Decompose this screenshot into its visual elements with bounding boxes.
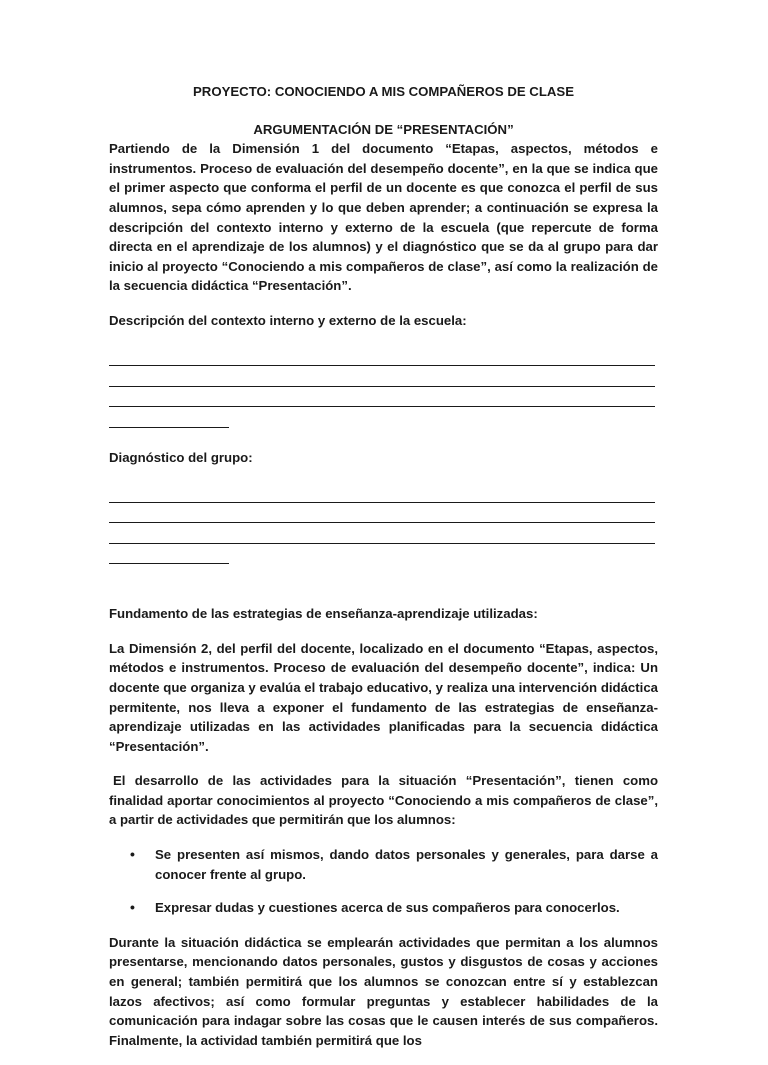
blank-line [109,482,655,503]
blank-lines-context [109,346,658,428]
blank-line [109,544,229,565]
section-heading-foundation: Fundamento de las estrategias de enseñanza-aprendizaje utilizadas: [109,606,538,622]
section-heading-context: Descripción del contexto interno y externo de la escuela: [109,312,467,328]
list-item-text: Expresar dudas y cuestiones acerca de sus compañeros para conocerlos. [155,900,620,916]
document-page [109,82,658,1065]
list-item [109,845,658,884]
blank-lines-diagnosis [109,482,658,564]
list-item [109,898,658,918]
durante-paragraph: Durante la situación didáctica se emplearán actividades que permitan a los alumnos presentarse, mencionando datos personales, gustos y disgustos de cosas y acciones en general; también permitirá que los alumnos se conozcan entre sí y establezcan lazos afectivos; así como formular preguntas y establecer habilidades de la comunicación para indagar sobre las cosas que le causen interés de sus compañeros. Finalmente, la actividad también permitirá que los [109,934,658,1048]
blank-line [109,366,655,387]
blank-line [109,407,229,428]
list-item-text: Se presenten así mismos, dando datos personales y generales, para darse a conocer frente al grupo. [155,847,658,882]
blank-line [109,346,655,367]
intro-paragraph: Partiendo de la Dimensión 1 del documento “Etapas, aspectos, métodos e instrumentos. Proceso de evaluación del desempeño docente”, en la que se indica que el primer aspecto que conforma el perfil de un docente es que conozca el perfil de sus alumnos, sepa cómo aprenden y lo que deben aprender; a continuación se expresa la descripción del contexto interno y externo de la escuela (que repercute de forma directa en el aprendizaje de los alumnos) y el diagnóstico que se da al grupo para dar inicio al proyecto “Conociendo a mis compañeros de clase”, así como la realización de la secuencia didáctica “Presentación”. [109,141,658,294]
bullet-icon: • [130,846,135,863]
blank-line [109,523,655,544]
bullet-icon: • [130,899,135,916]
dimension2-paragraph: La Dimensión 2, del perfil del docente, localizado en el documento “Etapas, aspectos, métodos e instrumentos. Proceso de evaluación del desempeño docente”, indica: Un docente que organiza y evalúa el trabajo educativo, y realiza una intervención didáctica permitente, nos lleva a exponer el fundamento de las estrategias de enseñanza- aprendizaje utilizadas en las actividades planificadas para la secuencia didáctica “Presentación”. [109,640,658,754]
blank-line [109,387,655,408]
desarrollo-paragraph: El desarrollo de las actividades para la situación “Presentación”, tienen como finalidad aportar conocimientos al proyecto “Conociendo a mis compañeros de clase”, a partir de actividades que permitirán que los alumnos: [109,773,658,828]
document-subtitle: ARGUMENTACIÓN DE “PRESENTACIÓN” [253,121,514,137]
section-heading-diagnosis: Diagnóstico del grupo: [109,449,253,465]
document-title: PROYECTO: CONOCIENDO A MIS COMPAÑEROS DE CLASE [193,84,574,99]
bullet-list [109,845,658,918]
blank-line [109,503,655,524]
